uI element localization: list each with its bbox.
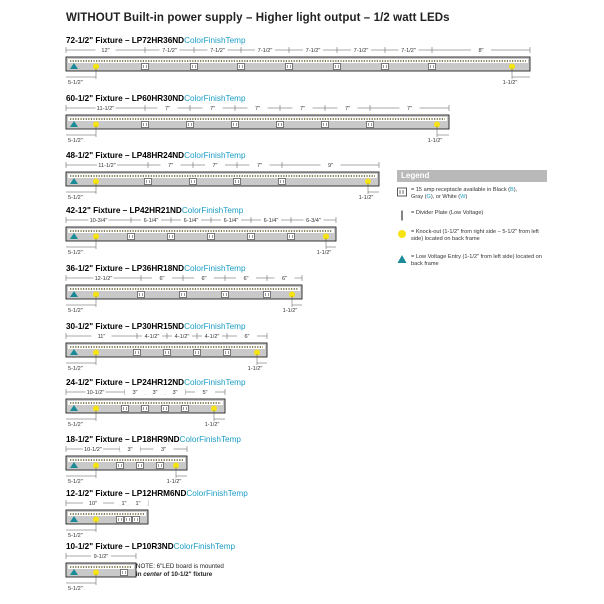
- dimension-label: 12-1/2": [94, 276, 113, 282]
- receptacle-icon: [429, 64, 436, 70]
- receptacle-icon: [133, 517, 140, 523]
- dimension-label: 12": [101, 48, 110, 54]
- receptacle-icon: [194, 350, 201, 356]
- dimension-label: 6-1/4": [183, 218, 199, 224]
- legend-receptacle-b: B: [510, 187, 514, 193]
- bottom-left-dimension: 5-1/2": [68, 250, 83, 256]
- dimension-label: 7": [406, 106, 413, 112]
- fixture-label: 24-1/2" Fixture – LP24HR12ND: [66, 378, 185, 387]
- fixture-label: 10-1/2" Fixture – LP10R3ND: [66, 542, 174, 551]
- receptacle-icon: [142, 122, 149, 128]
- receptacle-icon: [187, 122, 194, 128]
- receptacle-icon: [234, 179, 241, 185]
- receptacle-icon: [121, 570, 128, 576]
- dimension-label: 7": [254, 106, 261, 112]
- bottom-right-dimension: 1-1/2": [247, 366, 263, 372]
- dimension-label: 3": [127, 447, 133, 453]
- legend-receptacle-g: G: [426, 194, 431, 200]
- bottom-right-dimension: 1-1/2": [204, 422, 220, 428]
- dimension-label: 4-1/2": [144, 334, 160, 340]
- dimension-label: 6-1/4": [143, 218, 159, 224]
- fixture-strip-channel: [68, 458, 185, 462]
- bottom-right-dimension: 1-1/2": [316, 250, 332, 256]
- fixture-title: [66, 489, 248, 498]
- legend-divider-text: = Divider Plate (Low Voltage): [411, 210, 484, 216]
- receptacle-icon: [117, 463, 124, 469]
- fixture-note: [136, 563, 296, 579]
- receptacle-icon: [397, 187, 408, 198]
- receptacle-icon: [125, 517, 132, 523]
- fixture-title: [66, 378, 246, 387]
- bottom-left-dimension: 5-1/2": [68, 586, 83, 592]
- dimension-label: 7-1/2": [353, 48, 369, 54]
- dimension-label: 6-3/4": [306, 218, 321, 224]
- dimension-label: 4-1/2": [204, 334, 220, 340]
- dimension-label: 7": [164, 106, 171, 112]
- receptacle-icon: [334, 64, 341, 70]
- bottom-right-dimension: 1-1/2": [166, 479, 182, 485]
- receptacle-icon: [164, 350, 171, 356]
- dimension-label: 7-1/2": [401, 48, 416, 54]
- fixture-label: 30-1/2" Fixture – LP30HR15ND: [66, 322, 185, 331]
- fixture-suffix: ColorFinishTemp: [184, 94, 246, 103]
- bottom-left-dimension: 5-1/2": [68, 80, 83, 86]
- receptacle-icon: [138, 292, 145, 298]
- legend-entry-text: = Low Voltage Entry (1-1/2" from left side) located on back frame: [411, 254, 542, 267]
- fixture-title: [66, 264, 246, 273]
- dimension-label: 9": [327, 163, 334, 169]
- dimension-label: 3": [172, 390, 178, 396]
- fixture-title: [66, 435, 241, 444]
- fixture-suffix: ColorFinishTemp: [173, 542, 236, 551]
- dimension-label: 8": [478, 48, 484, 54]
- dimension-label: 6": [244, 334, 250, 340]
- bottom-left-dimension: 5-1/2": [68, 138, 83, 144]
- dimension-label: 7": [167, 163, 174, 169]
- receptacle-icon: [142, 406, 149, 412]
- bottom-left-dimension: 5-1/2": [68, 195, 83, 201]
- receptacle-icon: [128, 234, 135, 240]
- fixture-label: 12-1/2" Fixture – LP12HRM6ND: [66, 489, 187, 498]
- fixture-title: [66, 151, 246, 160]
- fixture-label: 36-1/2" Fixture – LP36HR18ND: [66, 264, 185, 273]
- bottom-right-dimension: 1-1/2": [358, 195, 374, 201]
- receptacle-icon: [117, 517, 124, 523]
- note-mid: in: [136, 571, 144, 578]
- dimension-label: 1": [121, 501, 127, 507]
- receptacle-icon: [208, 234, 215, 240]
- divider-plate-icon: [397, 210, 408, 221]
- receptacle-icon: [224, 350, 231, 356]
- dimension-label: 7": [256, 163, 263, 169]
- dimension-label: 9-1/2": [93, 554, 109, 560]
- fixture-label: 60-1/2" Fixture – LP60HR30ND: [66, 94, 185, 103]
- receptacle-icon: [248, 234, 255, 240]
- dimension-label: 7": [212, 163, 218, 169]
- bottom-left-dimension: 5-1/2": [68, 533, 83, 539]
- bottom-right-dimension: 1-1/2": [502, 80, 518, 86]
- dimension-label: 3": [132, 390, 138, 396]
- receptacle-icon: [264, 292, 271, 298]
- receptacle-icon: [322, 122, 329, 128]
- dimension-label: 7-1/2": [210, 48, 225, 54]
- note-lead: NOTE: 6"LED board is mounted: [136, 563, 224, 570]
- receptacle-icon: [157, 463, 164, 469]
- dimension-label: 7-1/2": [305, 48, 321, 54]
- receptacle-icon: [168, 234, 175, 240]
- fixture-title: [66, 94, 246, 103]
- fixture-label: 42-12" Fixture – LP42HR21ND: [66, 206, 182, 215]
- receptacle-icon: [222, 292, 229, 298]
- fixture-suffix: ColorFinishTemp: [184, 322, 246, 331]
- legend-receptacle-w: W: [460, 194, 466, 200]
- fixture-label: 18-1/2" Fixture – LP18HR9ND: [66, 435, 180, 444]
- receptacle-icon: [238, 64, 245, 70]
- dimension-label: 1": [135, 501, 141, 507]
- fixture-suffix: ColorFinishTemp: [184, 264, 246, 273]
- note-tail: of 10-1/2" fixture: [161, 571, 213, 578]
- legend-receptacle-text-b: ),: [513, 187, 518, 193]
- fixture-suffix: ColorFinishTemp: [184, 378, 246, 387]
- legend-knockout-text: = Knock-out (1-1/2" from right side – 5-1/2" from left side) located on back frame: [411, 229, 539, 242]
- legend-receptacle-text-a: = 15 amp receptacle available in Black (: [411, 187, 511, 193]
- bottom-left-dimension: 5-1/2": [68, 308, 83, 314]
- receptacle-icon: [288, 234, 295, 240]
- dimension-label: 3": [152, 390, 158, 396]
- receptacle-icon: [182, 406, 189, 412]
- page-title-rest: Built-in power supply – Higher light output – 1/2 watt LEDs: [120, 12, 450, 24]
- dimension-label: 6": [243, 276, 249, 282]
- dimension-label: 6-1/4": [263, 218, 279, 224]
- dimension-label: 4-1/2": [174, 334, 190, 340]
- fixture-suffix: ColorFinishTemp: [181, 206, 244, 215]
- dimension-label: 10-1/2": [84, 447, 102, 453]
- bottom-left-dimension: 5-1/2": [68, 479, 83, 485]
- receptacle-icon: [162, 406, 169, 412]
- dimension-label: 10-3/4": [89, 218, 108, 224]
- legend-receptacle-text-e: ): [465, 194, 468, 200]
- fixture-label: 48-1/2" Fixture – LP48HR24ND: [66, 151, 185, 160]
- dimension-label: 10-1/2": [86, 390, 105, 396]
- legend-receptacle-text-d: ), or White (: [430, 194, 461, 200]
- fixture-title: [66, 542, 236, 551]
- low-voltage-entry-icon: [397, 254, 408, 265]
- fixture-title: [66, 36, 246, 45]
- dimension-label: 11-1/2": [98, 163, 116, 169]
- receptacle-icon: [137, 463, 144, 469]
- fixture-suffix: ColorFinishTemp: [184, 151, 246, 160]
- bottom-right-dimension: 1-1/2": [282, 308, 298, 314]
- receptacle-icon: [191, 64, 198, 70]
- legend-heading: Legend: [397, 170, 547, 182]
- legend-receptacle-text-c: Gray (: [411, 194, 427, 200]
- dimension-label: 7": [299, 106, 306, 112]
- fixture-suffix: ColorFinishTemp: [179, 435, 241, 444]
- dimension-label: 7-1/2": [162, 48, 177, 54]
- dimension-label: 6": [281, 276, 288, 282]
- receptacle-icon: [382, 64, 389, 70]
- receptacle-icon: [232, 122, 239, 128]
- fixture-title: [66, 322, 246, 331]
- dimension-label: 7-1/2": [257, 48, 273, 54]
- bottom-left-dimension: 5-1/2": [68, 366, 83, 372]
- dimension-label: 11-1/2": [96, 106, 115, 112]
- receptacle-icon: [286, 64, 293, 70]
- receptacle-icon: [145, 179, 152, 185]
- receptacle-icon: [122, 406, 129, 412]
- legend: [397, 170, 547, 278]
- dimension-label: 6-1/4": [223, 218, 239, 224]
- receptacle-icon: [180, 292, 187, 298]
- bottom-right-dimension: 1-1/2": [427, 138, 443, 144]
- fixture-suffix: ColorFinishTemp: [186, 489, 248, 498]
- dimension-label: 7": [344, 106, 351, 112]
- bottom-left-dimension: 5-1/2": [68, 422, 83, 428]
- fixture-title: [66, 206, 244, 215]
- fixture-label: 72-1/2" Fixture – LP72HR36ND: [66, 36, 185, 45]
- note-center: center: [143, 571, 162, 578]
- dimension-label: 10": [88, 501, 98, 507]
- dimension-label: 6": [201, 276, 207, 282]
- receptacle-icon: [277, 122, 284, 128]
- fixture-strip-channel: [68, 59, 528, 63]
- dimension-label: 7": [209, 106, 216, 112]
- receptacle-icon: [279, 179, 286, 185]
- receptacle-icon: [134, 350, 141, 356]
- dimension-label: 6": [159, 276, 165, 282]
- page-title-prefix: WITHOUT: [66, 12, 121, 24]
- knockout-icon: [397, 229, 408, 240]
- dimension-label: 11": [97, 334, 106, 340]
- receptacle-icon: [142, 64, 149, 70]
- receptacle-icon: [367, 122, 374, 128]
- dimension-label: 5": [202, 390, 208, 396]
- dimension-label: 3": [160, 447, 167, 453]
- receptacle-icon: [190, 179, 197, 185]
- fixture-suffix: ColorFinishTemp: [184, 36, 246, 45]
